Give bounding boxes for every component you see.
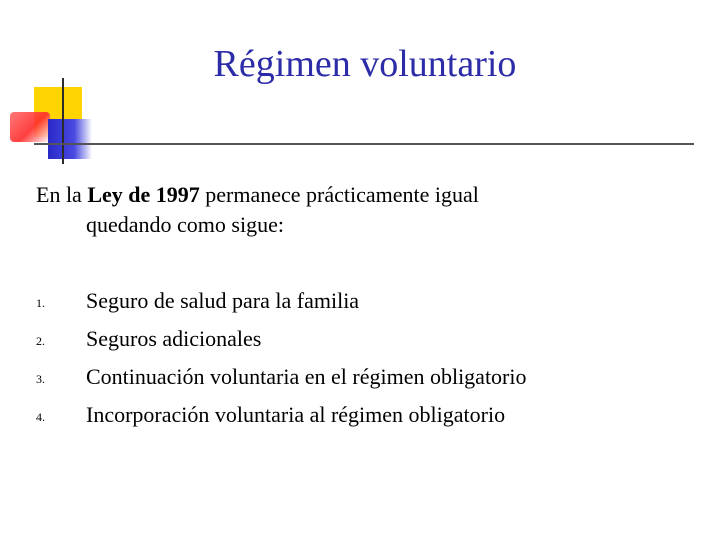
list-item-text: Seguro de salud para la familia — [86, 288, 360, 313]
intro-paragraph — [36, 180, 676, 240]
numbered-list — [36, 286, 696, 438]
logo-red-square — [10, 112, 50, 142]
list-item — [36, 362, 696, 400]
list-item-number: 4. — [36, 410, 45, 424]
list-item — [36, 400, 696, 438]
list-item-text: Incorporación voluntaria al régimen obligatorio — [86, 402, 506, 427]
slide-title: Régimen voluntario — [213, 43, 517, 85]
intro-suffix: permanece prácticamente igual — [199, 182, 479, 207]
logo-vertical-line — [62, 78, 64, 164]
list-item-number: 2. — [36, 334, 45, 348]
list-item-text: Continuación voluntaria en el régimen obligatorio — [86, 364, 527, 389]
intro-line-2: quedando como sigue: — [86, 212, 284, 237]
list-item-text: Seguros adicionales — [86, 326, 262, 351]
list-item — [36, 324, 696, 362]
title-divider-line — [34, 143, 694, 145]
list-item-number: 1. — [36, 296, 45, 310]
intro-law-name: Ley de 1997 — [87, 182, 200, 207]
logo-blue-square — [48, 119, 92, 159]
intro-prefix: En la — [36, 182, 88, 207]
list-item — [36, 286, 696, 324]
list-item-number: 3. — [36, 372, 45, 386]
